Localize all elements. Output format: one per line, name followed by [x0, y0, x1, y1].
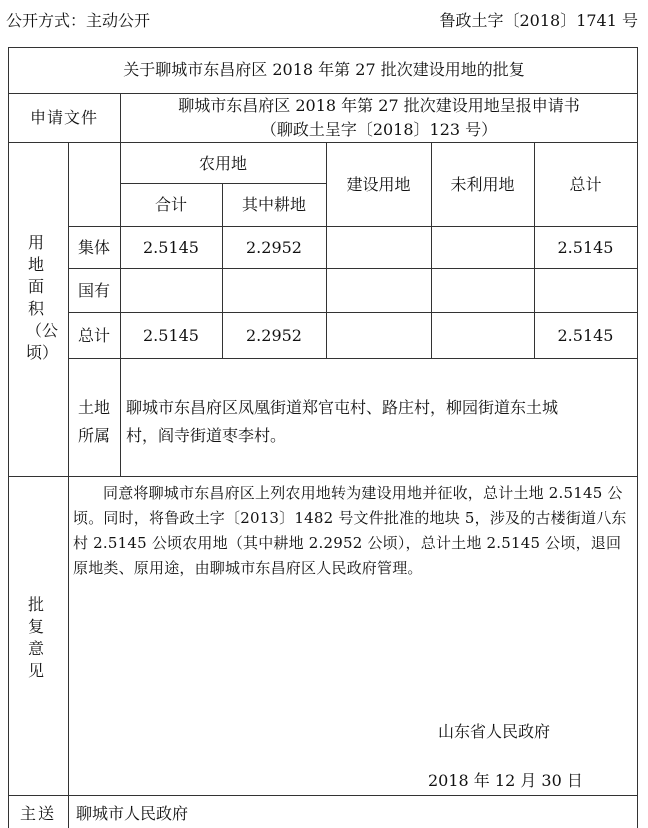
delivery-recipient: 聊城市人民政府 — [76, 804, 189, 823]
application-title: 聊城市东昌府区 2018 年第 27 批次建设用地呈报申请书 — [178, 96, 580, 115]
application-ref: （聊政土呈字〔2018〕123 号） — [260, 120, 498, 139]
header-total: 总计 — [569, 175, 602, 194]
row-label: 集体 — [77, 238, 110, 257]
approval-text: 同意将聊城市东昌府区上列农用地转为建设用地并征收，总计土地 2.5145 公顷。同时，将鲁政土字〔2013〕1482 号文件批准的地块 5，涉及的古楼街道八东村 2.5145 公顷农用地（其中耕地 2.2952 公顷），总计土地 2.5145 公顷，退回原地类、原用途，由聊城市东昌府区人民政府管理。 — [73, 484, 627, 577]
document-number: 鲁政土字〔2018〕1741 号 — [439, 11, 638, 30]
land-area-label: 用地面积（公顷） — [26, 233, 59, 362]
cell-agri-total: 2.5145 — [143, 326, 199, 345]
disclosure-method: 公开方式：主动公开 — [6, 11, 151, 30]
land-ownership-line1: 聊城市东昌府区凤凰街道郑官屯村、路庄村，柳园街道东土城 — [126, 398, 559, 417]
document-title: 关于聊城市东昌府区 2018 年第 27 批次建设用地的批复 — [123, 60, 525, 79]
header-farmland: 其中耕地 — [241, 195, 306, 214]
approval-date: 2018 年 12 月 30 日 — [428, 771, 583, 790]
land-ownership-line2: 村，阎寺街道枣李村。 — [126, 426, 287, 445]
cell-total: 2.5145 — [557, 326, 614, 345]
application-label: 申请文件 — [30, 108, 99, 127]
delivery-label: 主送 — [20, 804, 57, 823]
land-ownership-label-1: 土地 — [77, 398, 110, 417]
cell-agri-total: 2.5145 — [143, 238, 199, 257]
header-construction-land: 建设用地 — [346, 175, 411, 194]
cell-farmland: 2.2952 — [246, 326, 302, 345]
cell-total: 2.5145 — [557, 238, 614, 257]
cell-farmland: 2.2952 — [246, 238, 302, 257]
header-agri-subtotal: 合计 — [154, 195, 187, 214]
approval-label: 批复意见 — [27, 595, 44, 680]
row-label: 总计 — [77, 326, 110, 345]
header-unused-land: 未利用地 — [450, 175, 515, 194]
land-ownership-label-2: 所属 — [77, 426, 110, 445]
header-agricultural-land: 农用地 — [198, 154, 247, 173]
row-label: 国有 — [77, 281, 110, 300]
issuer: 山东省人民政府 — [438, 722, 551, 741]
